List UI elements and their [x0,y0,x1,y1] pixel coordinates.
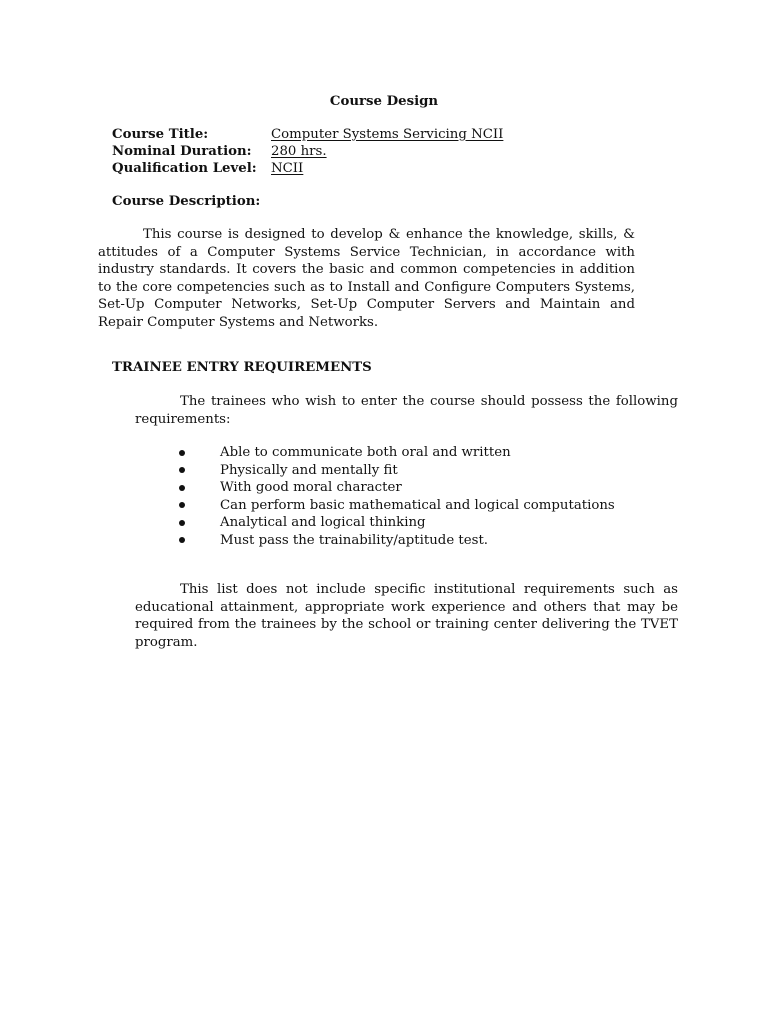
requirement-text: Physically and mentally fit [220,462,398,478]
requirement-text: Analytical and logical thinking [220,515,426,531]
bullet-icon [179,485,185,491]
course-description-text: This course is designed to develop & enhance the knowledge, skills, & attitudes of a Computer Systems Service Technician, in accordance with industry standards. It covers the basic and common competencies in addition to the core competencies such as to Install and Configure Computers Systems, Set-Up Computer Networks, Set-Up Computer Servers and Maintain and Repair Computer Systems and Networks. [98,227,635,330]
requirements-intro: The trainees who wish to enter the course should possess the following requirements: [135,394,678,427]
list-item [179,497,615,515]
list-item [179,532,615,550]
course-title-label: Course Title: [112,127,209,142]
course-title-value: Computer Systems Servicing NCII [271,127,504,142]
institutional-requirements-note: This list does not include specific institutional requirements such as educational attainment, appropriate work experience and others that may be required from the trainees by the school or training center delivering the TVET program. [135,582,678,650]
requirements-list [179,444,615,550]
bullet-icon [179,450,185,456]
nominal-duration-label: Nominal Duration: [112,144,252,159]
requirement-text: With good moral character [220,480,402,496]
nominal-duration-value: 280 hrs. [271,144,327,159]
course-description-label: Course Description: [112,194,261,209]
page-title: Course Design [329,94,439,109]
qualification-level-row [112,160,672,177]
qualification-level-value: NCII [271,161,304,176]
nominal-duration-row [112,143,672,160]
requirement-text: Must pass the trainability/aptitude test. [220,532,489,548]
trainee-entry-heading: TRAINEE ENTRY REQUIREMENTS [112,360,372,375]
list-item [179,514,615,532]
list-item [179,479,615,497]
bullet-icon [179,467,185,473]
bullet-icon [179,520,185,526]
qualification-level-label: Qualification Level: [112,161,257,176]
requirement-text: Can perform basic mathematical and logical computations [220,497,615,513]
list-item [179,462,615,480]
requirement-text: Able to communicate both oral and written [220,445,511,460]
bullet-icon [179,537,185,543]
list-item [179,444,615,462]
bullet-icon [179,502,185,508]
course-title-row [112,126,672,143]
